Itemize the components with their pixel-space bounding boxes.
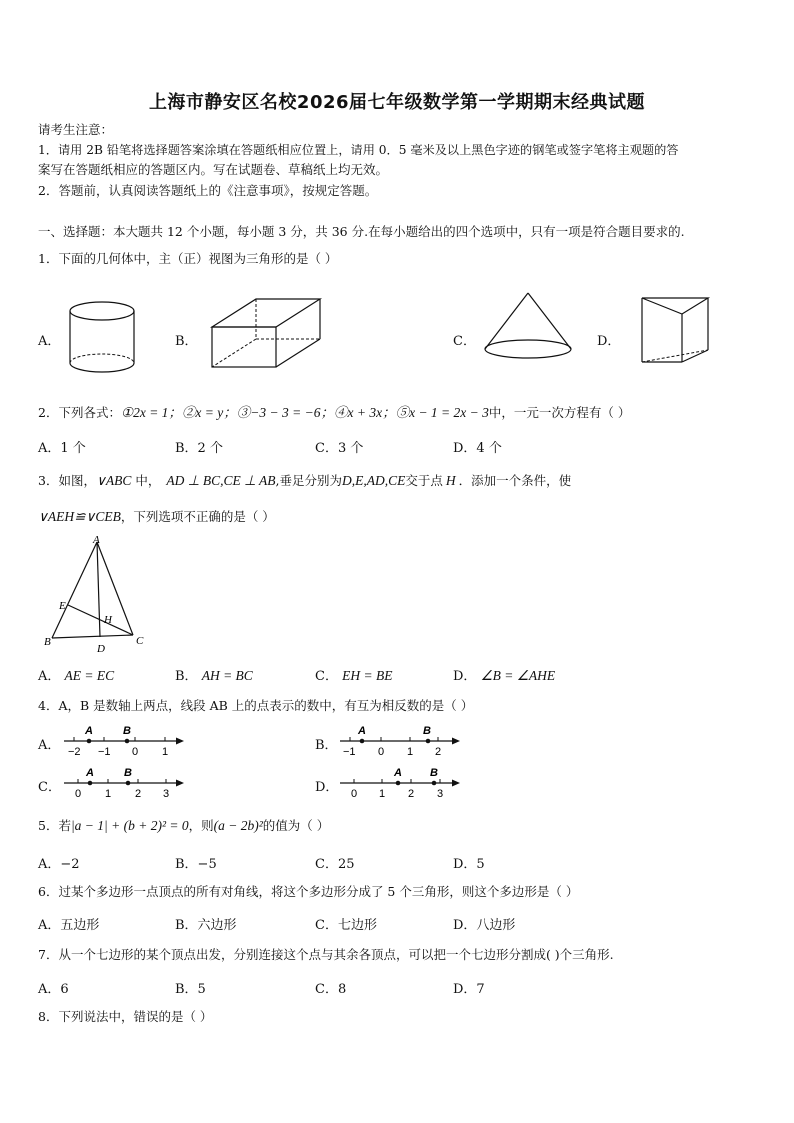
point-a-label: A	[85, 725, 93, 737]
tick-label: 3	[437, 788, 444, 800]
triangle-label-a: A	[93, 534, 100, 546]
question-3-text-f: ，下列选项不正确的是（ ）	[120, 509, 275, 524]
question-1-stem: 1．下面的几何体中，主（正）视图为三角形的是（ ）	[38, 251, 338, 266]
tick-label: −1	[98, 746, 111, 758]
question-3-points: D,E,AD,CE	[341, 473, 406, 488]
tick-label: 0	[132, 746, 139, 758]
tick-label: −2	[68, 746, 81, 758]
question-6-stem: 6．过某个多边形一点顶点的所有对角线，将这个多边形分成了 5 个三角形，则这个多边形是（ ）	[38, 884, 579, 899]
question-3-line-1	[38, 472, 571, 490]
tick-label: 2	[408, 788, 415, 800]
question-2-item-5: ⑤x − 1 = 2x − 3	[395, 405, 489, 420]
option-prefix: A．	[38, 669, 61, 684]
question-5-suffix: 的值为（ ）	[262, 818, 330, 833]
question-3-condition: AD ⊥ BC,CE ⊥ AB	[166, 473, 276, 488]
question-5-stem	[38, 817, 329, 835]
number-line-c	[60, 764, 190, 802]
question-5-mid: ，则	[188, 818, 214, 833]
question-3-option-a	[38, 665, 114, 684]
cone-figure	[480, 290, 576, 362]
question-3-option-b	[175, 665, 253, 684]
question-6-option-a: A．五边形	[38, 918, 100, 933]
question-2-suffix: 中，一元一次方程有（ ）	[488, 405, 631, 420]
question-3-text-b: 中，	[131, 473, 161, 488]
tick-label: 1	[105, 788, 112, 800]
cuboid-figure	[208, 295, 326, 371]
number-line-d	[336, 764, 466, 802]
notice-item-2: 2．答题前，认真阅读答题纸上的《注意事项》，按规定答题。	[38, 183, 378, 198]
question-1-label-b: B．	[175, 334, 198, 349]
question-2-option-b: B．2 个	[175, 441, 223, 456]
question-5-prefix: 5．若	[38, 818, 71, 833]
question-7-stem: 7．从一个七边形的某个顶点出发，分别连接这个点与其余各顶点，可以把一个七边形分割成( )个三角形.	[38, 947, 614, 962]
notice-heading: 请考生注意：	[38, 122, 114, 137]
question-6-option-b: B．六边形	[175, 918, 237, 933]
question-4-label-c: C．	[38, 780, 61, 795]
question-6-option-d: D．八边形	[453, 918, 516, 933]
option-math: ∠B = ∠AHE	[480, 668, 556, 683]
option-prefix: B．	[175, 669, 198, 684]
question-7-option-a: A．6	[38, 982, 69, 997]
question-2-item-2: ②x = y；	[181, 405, 237, 420]
question-2-item-1: ①2x = 1；	[120, 405, 182, 420]
point-a-label: A	[358, 725, 366, 737]
tick-label: 0	[378, 746, 385, 758]
point-b-label: B	[124, 767, 132, 779]
point-b-label: B	[423, 725, 431, 737]
question-2-option-d: D．4 个	[453, 441, 502, 456]
question-2-item-3: ③−3 − 3 = −6；	[236, 405, 334, 420]
question-5-expression-2: (a − 2b)²	[213, 818, 263, 833]
question-3-option-d	[453, 665, 555, 684]
question-4-label-a: A．	[38, 738, 61, 753]
tick-label: 1	[162, 746, 169, 758]
question-2-item-4: ④x + 3x；	[333, 405, 396, 420]
point-a-label: A	[86, 767, 94, 779]
question-4-stem: 4．A，B 是数轴上两点，线段 AB 上的点表示的数中，有互为相反数的是（ ）	[38, 698, 474, 713]
point-b-label: B	[430, 767, 438, 779]
option-math: AE = EC	[64, 668, 115, 683]
question-2-option-a: A．1 个	[38, 441, 86, 456]
triangle-label-e: E	[59, 600, 66, 612]
question-1-label-c: C．	[453, 334, 476, 349]
tick-label: 2	[135, 788, 142, 800]
question-7-option-d: D．7	[453, 982, 485, 997]
question-3-text-e: ．添加一个条件，使	[458, 473, 572, 488]
tick-label: 0	[351, 788, 358, 800]
question-8-stem: 8．下列说法中，错误的是（ ）	[38, 1009, 213, 1024]
triangle-label-c: C	[136, 635, 144, 647]
question-5-expression-1: |a − 1| + (b + 2)² = 0	[70, 818, 189, 833]
page-title: 上海市静安区名校2026届七年级数学第一学期期末经典试题	[148, 92, 646, 113]
option-prefix: D．	[453, 669, 477, 684]
notice-item-1-line-2: 案写在答题纸相应的答题区内。写在试题卷、草稿纸上均无效。	[38, 162, 389, 177]
option-math: AH = BC	[201, 668, 253, 683]
triangular-prism-figure	[638, 294, 714, 372]
question-3-text-a: 3．如图，	[38, 473, 96, 488]
question-7-option-b: B．5	[175, 982, 206, 997]
number-line-b	[336, 722, 466, 760]
question-3-text-d: 交于点	[405, 473, 443, 488]
point-a-label: A	[394, 767, 402, 779]
tick-label: 3	[163, 788, 170, 800]
triangle-figure	[40, 533, 152, 655]
question-3-triangle-abc: ∨ABC	[95, 473, 132, 488]
question-5-option-d: D．5	[453, 857, 485, 872]
option-prefix: C．	[315, 669, 338, 684]
question-1-label-d: D．	[597, 334, 621, 349]
question-2-option-c: C．3 个	[315, 441, 364, 456]
question-3-point-h: H	[445, 473, 456, 488]
triangle-label-b: B	[44, 636, 51, 648]
tick-label: −1	[343, 746, 356, 758]
option-math: EH = BE	[342, 668, 393, 683]
tick-label: 1	[379, 788, 386, 800]
point-b-label: B	[123, 725, 131, 737]
tick-label: 2	[435, 746, 442, 758]
question-3-text-c: ,垂足分别为	[275, 473, 342, 488]
number-line-a	[60, 722, 190, 760]
question-3-line-2	[38, 508, 275, 526]
question-4-label-b: B．	[315, 738, 338, 753]
question-7-option-c: C．8	[315, 982, 347, 997]
question-3-congruence: ∨AEH≌∨CEB	[38, 509, 121, 524]
question-2-prefix: 2．下列各式：	[38, 405, 121, 420]
question-4-label-d: D．	[315, 780, 339, 795]
notice-item-1-line-1: 1．请用 2B 铅笔将选择题答案涂填在答题纸相应位置上，请用 0．5 毫米及以上黑色字迹的钢笔或签字笔将主观题的答	[38, 143, 679, 157]
question-1-label-a: A．	[38, 334, 61, 349]
question-6-option-c: C．七边形	[315, 918, 377, 933]
cylinder-figure	[66, 300, 142, 378]
triangle-label-d: D	[97, 643, 105, 655]
question-2-stem	[38, 404, 630, 422]
section-heading: 一、选择题：本大题共 12 个小题，每小题 3 分，共 36 分.在每小题给出的四个选项中，只有一项是符合题目要求的.	[38, 224, 685, 239]
question-5-option-a: A．−2	[38, 857, 80, 872]
tick-label: 0	[75, 788, 82, 800]
tick-label: 1	[407, 746, 414, 758]
triangle-label-h: H	[104, 614, 112, 626]
question-5-option-b: B．−5	[175, 857, 217, 872]
question-5-option-c: C．25	[315, 857, 355, 872]
question-3-option-c	[315, 665, 392, 684]
